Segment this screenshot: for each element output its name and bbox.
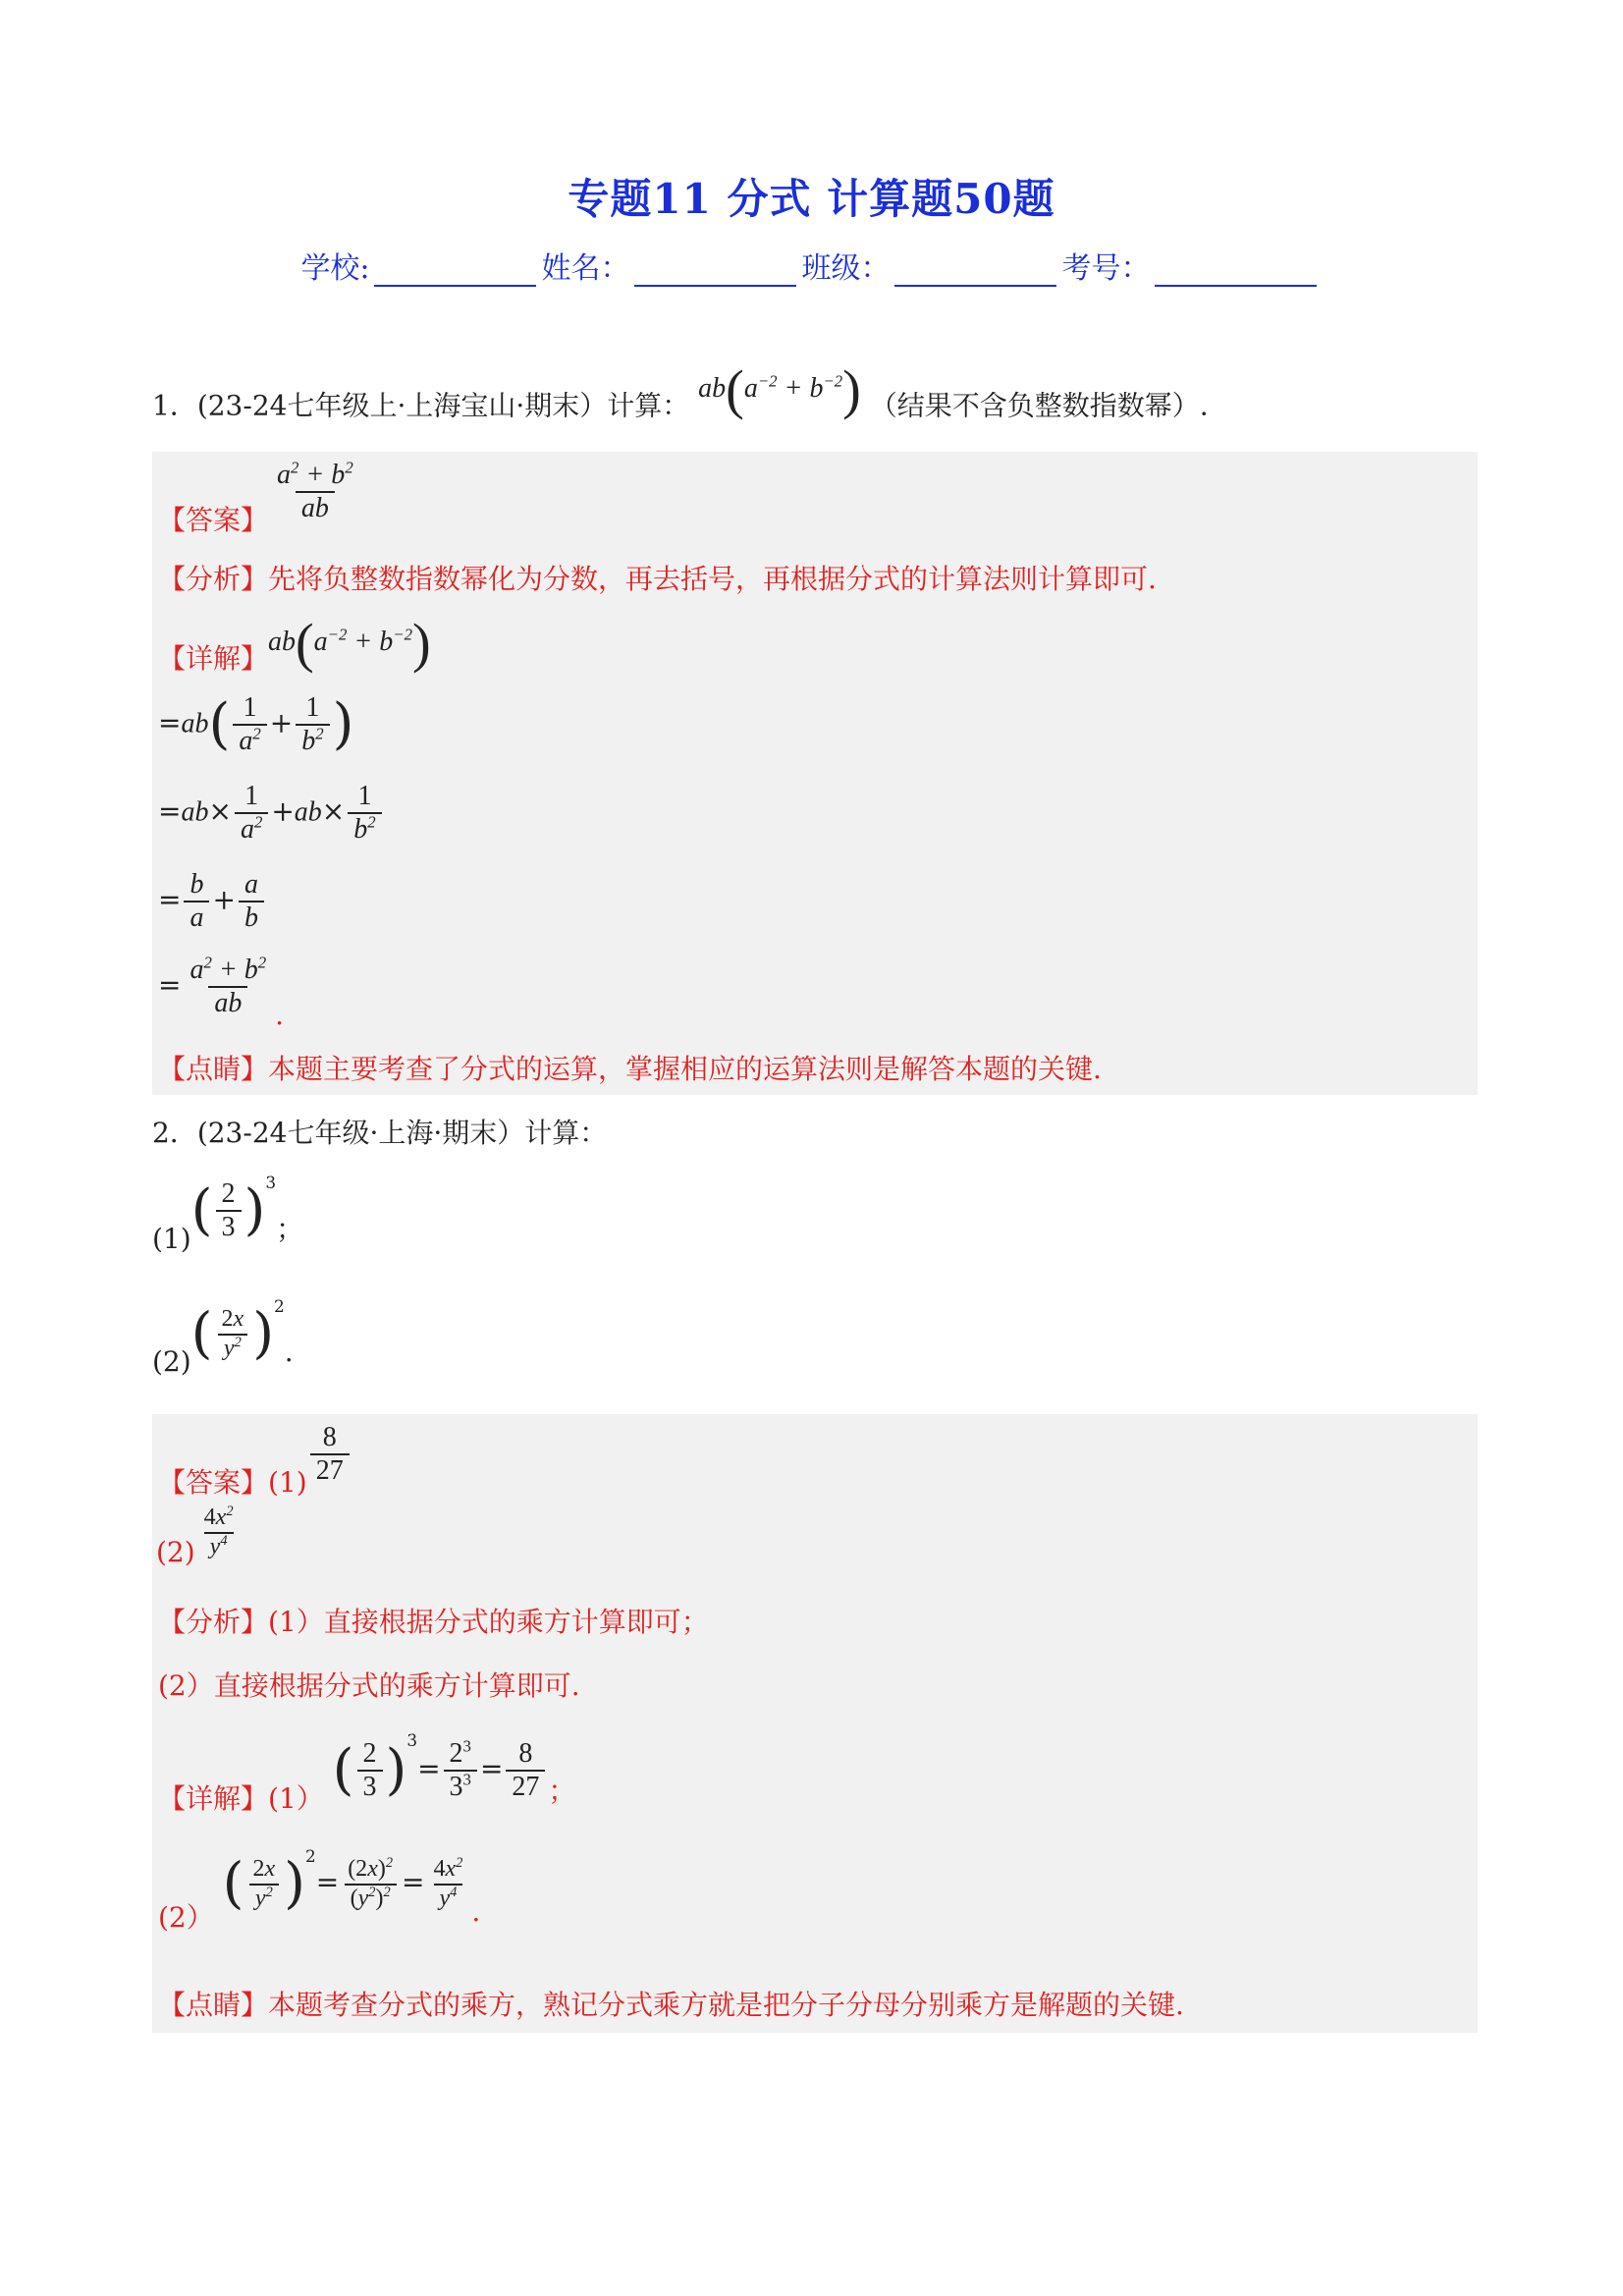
q2-answer-1: 【答案】(1) $\frac{8}{27}$ [158,1422,352,1487]
question-2-part-2: (2)( $\frac{2x}{y^2}$ )$^2$. [152,1295,294,1379]
school-label: 学校: [300,251,370,286]
question-2-part-1: (1)( $\frac{2}{3}$ )$^3$； [152,1173,304,1255]
q1-comment: 【点睛】本题主要考查了分式的运算，掌握相应的运算法则是解答本题的关键. [158,1053,1102,1085]
exam-no-label: 考号： [1061,251,1151,286]
page-title: 专题11 分式 计算题50题 [568,175,1055,223]
question-1 [152,360,1209,436]
q1-detail-line-4: = $\frac{b}{a}$ + $\frac{a}{b}$ [158,869,267,934]
q1-analysis-text: 先将负整数指数幂化为分数，再去括号，再根据分式的计算法则计算即可. [268,563,1157,595]
q1-detail-line-1: 【详解】$ab(a^{-2} + b^{-2})$ [158,614,431,676]
question-1-suffix: （结果不含负整数指数幂）. [869,389,1209,422]
q1-detail-line-5: = $\frac{a^2 + b^2}{ab}$ . [158,953,285,1031]
q2-comment: 【点睛】本题考查分式的乘方，熟记分式乘方就是把分子分母分别乘方是解题的关键. [158,1989,1184,2021]
q2-answer-tag: 【答案】 [158,1465,269,1499]
q2-analysis-1: 【分析】(1）直接根据分式的乘方计算即可； [158,1606,709,1638]
q2-answer-2: (2) $\frac{4x^2}{y^4}$ [156,1503,234,1569]
name-blank [634,255,796,287]
question-2-solution-box [152,1414,1478,2033]
exam-no-blank [1155,255,1317,287]
q1-answer [158,458,362,536]
school-blank [374,255,536,287]
question-2-prefix: 2．(23-24七年级·上海·期末）计算： [152,1117,608,1149]
q1-comment-text: 本题主要考查了分式的运算，掌握相应的运算法则是解答本题的关键. [268,1053,1102,1085]
student-info-line [0,244,1623,287]
q2-detail-2: (2） ( $\frac{2x}{y^2}$ )$^2$= $\frac{(2x)^2}{(y^2)^2}$ = $\frac{4x^2}{y^4}$ . [158,1845,481,1935]
name-label: 姓名： [541,251,630,286]
q2-detail-1: 【详解】(1） ( $\frac{2}{3}$ )$^3$= $\frac{2^3}{3^3}$ = $\frac{8}{27}$ ； [158,1730,576,1815]
q2-analysis-text-1: (1）直接根据分式的乘方计算即可； [268,1606,709,1638]
q1-answer-tag: 【答案】 [158,503,269,536]
question-1-expression: $ab(a^{-2} + b^{-2})$ [698,360,861,421]
question-1-prefix: 1．(23-24七年级上·上海宝山·期末）计算： [152,389,690,422]
question-1-solution-box [152,452,1478,1095]
q1-answer-fraction: $\frac{a^2 + b^2}{ab}$ [277,458,353,524]
q1-detail-tag: 【详解】 [158,642,269,676]
class-label: 班级： [801,251,891,286]
q2-detail-tag: 【详解】 [158,1781,269,1815]
q2-analysis-2 [158,1665,580,1704]
q1-detail-line-2: =ab( $\frac{1}{a^2}$ + $\frac{1}{b^2}$ ) [158,692,354,757]
q1-detail-line-3: =ab× $\frac{1}{a^2}$ +ab× $\frac{1}{b^2}$ [158,781,385,846]
q2-analysis-text-2: (2）直接根据分式的乘方计算即可. [158,1669,580,1702]
question-2 [152,1112,607,1151]
class-blank [894,255,1056,287]
q1-analysis: 【分析】先将负整数指数幂化为分数，再去括号，再根据分式的计算法则计算即可. [158,563,1157,595]
q2-comment-text: 本题考查分式的乘方，熟记分式乘方就是把分子分母分别乘方是解题的关键. [268,1989,1184,2021]
